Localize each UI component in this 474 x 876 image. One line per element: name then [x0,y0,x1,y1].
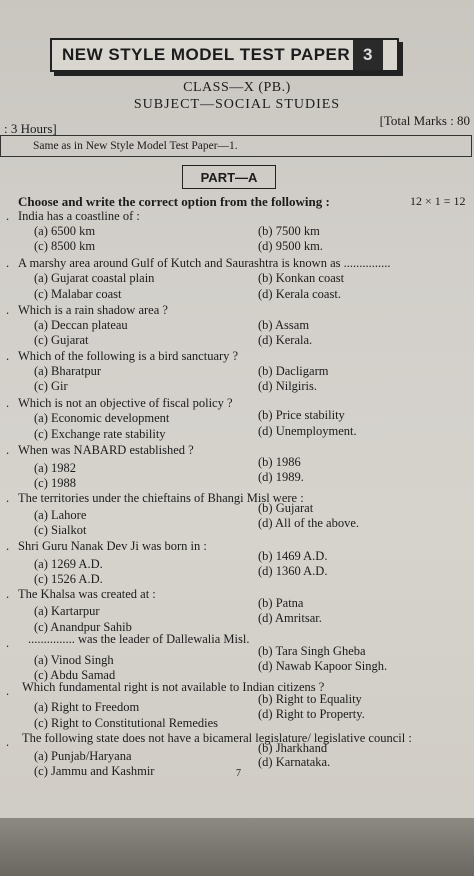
paper-number-badge: 3 [353,40,383,70]
question-text: Which of the following is a bird sanctuary ? [18,349,239,363]
question-option: (a) 1982 [34,461,76,475]
question-option: (c) Anandpur Sahib [34,620,132,634]
question-number: . [6,636,10,650]
question-option: (b) Right to Equality [258,692,362,706]
question-text: The Khalsa was created at : [18,587,156,601]
question-option: (a) Punjab/Haryana [34,749,132,763]
question-text: The following state does not have a bicameral legislature/ legislative council : [22,731,412,745]
question-number: . [6,209,10,223]
question-number: . [6,396,10,410]
question-number: . [6,256,10,270]
question-option: (a) Vinod Singh [34,653,114,667]
question-text: Which is a rain shadow area ? [18,303,168,317]
instruction-text: Choose and write the correct option from the following : [18,194,330,209]
question-option: (b) 1986 [258,455,301,469]
question-option: (d) Unemployment. [258,424,357,438]
question-option: (b) Price stability [258,408,345,422]
question-option: (d) Right to Property. [258,707,365,721]
question-option: (c) Exchange rate stability [34,427,166,441]
question-option: (d) Kerala coast. [258,287,341,301]
question-option: (b) Jharkhand [258,741,328,755]
question-number: . [6,684,10,698]
total-marks: [Total Marks : 80 [379,113,470,128]
question-option: (a) Deccan plateau [34,318,128,332]
question-option: (a) Economic development [34,411,170,425]
question-option: (d) Nawab Kapoor Singh. [258,659,388,673]
note-text: Same as in New Style Model Test Paper—1. [33,140,238,152]
question-option: (a) Right to Freedom [34,700,140,714]
question-text: Which is not an objective of fiscal policy ? [18,396,233,410]
question-number: . [6,735,10,749]
question-option: (d) Kerala. [258,333,313,347]
time-allowed: : 3 Hours] [4,121,57,136]
question-option: (a) Kartarpur [34,604,100,618]
question-text: Which fundamental right is not available to Indian citizens ? [22,680,325,694]
question-option: (c) Abdu Samad [34,668,116,682]
question-option: (c) Sialkot [34,523,87,537]
question-option: (d) Karnataka. [258,755,331,769]
paper-title-box [50,38,399,72]
question-option: (a) Bharatpur [34,364,101,378]
question-option: (c) 1988 [34,476,76,490]
instruction-marks: 12 × 1 = 12 [410,194,466,208]
note-box [0,135,472,157]
question-number: . [6,443,10,457]
page-number: 7 [236,768,241,779]
question-number: . [6,491,10,505]
question-text: India has a coastline of : [18,209,140,223]
question-option: (d) Nilgiris. [258,379,318,393]
question-option: (b) Patna [258,596,304,610]
question-option: (c) 8500 km [34,239,96,253]
question-text: When was NABARD established ? [18,443,194,457]
question-number: . [6,587,10,601]
question-number: . [6,349,10,363]
question-option: (a) Gujarat coastal plain [34,271,155,285]
question-option: (b) Tara Singh Gheba [258,644,366,658]
question-text: The territories under the chieftains of Bhangi Misl were : [18,491,304,505]
question-option: (c) Jammu and Kashmir [34,764,155,778]
question-option: (c) Malabar coast [34,287,122,301]
subject-heading: SUBJECT—SOCIAL STUDIES [133,97,341,112]
question-option: (b) 7500 km [258,224,320,238]
question-option: (c) Gujarat [34,333,89,347]
question-option: (d) All of the above. [258,516,360,530]
question-option: (c) Right to Constitutional Remedies [34,716,219,730]
question-option: (b) 1469 A.D. [258,549,328,563]
question-option: (a) 1269 A.D. [34,557,103,571]
question-option: (b) Dacligarm [258,364,329,378]
question-text: Shri Guru Nanak Dev Ji was born in : [18,539,207,553]
question-option: (d) 9500 km. [258,239,323,253]
question-option: (d) Amritsar. [258,611,322,625]
question-option: (d) 1360 A.D. [258,564,328,578]
part-heading: PART—A [182,165,276,189]
question-text: A marshy area around Gulf of Kutch and Saurashtra is known as ............... [18,256,391,270]
question-option: (d) 1989. [258,470,304,484]
question-option: (b) Gujarat [258,501,314,515]
question-option: (a) 6500 km [34,224,96,238]
question-option: (b) Assam [258,318,310,332]
question-option: (c) 1526 A.D. [34,572,103,586]
question-option: (b) Konkan coast [258,271,345,285]
question-number: . [6,539,10,553]
paper-title: NEW STYLE MODEL TEST PAPER [62,45,351,64]
question-option: (c) Gir [34,379,68,393]
question-option: (a) Lahore [34,508,87,522]
question-text: ............... was the leader of Dallewalia Misl. [28,632,250,646]
class-heading: CLASS—X (PB.) [183,80,291,95]
question-number: . [6,303,10,317]
bottom-shadow [0,818,474,876]
